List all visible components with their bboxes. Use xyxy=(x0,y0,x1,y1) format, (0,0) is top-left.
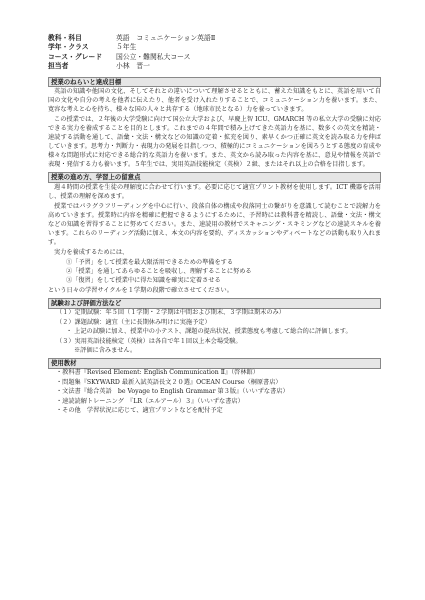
meta-value: 国公立・難関私大コース xyxy=(116,52,191,61)
material-item: ・文法書『総合英語 be Voyage to English Grammar 第３版』（いいずな書店） xyxy=(56,388,289,396)
meta-label: 教科・科目 xyxy=(48,34,82,42)
material-item: ・教科書『Revised Element: English Communication Ⅱ』（啓林館） xyxy=(56,369,259,377)
evaluation-item: （３）実用英語技能検定（英検）は各自で年１回以上本会場受験。 xyxy=(56,337,242,345)
meta-row-grade xyxy=(48,43,381,52)
meta-row-subject xyxy=(48,34,381,43)
methods-outro: という日々の学習サイクルを１学期の段階で確立させてください。 xyxy=(48,286,233,294)
material-item: ・その他 学習状況に応じて、適宜プリントなどを配付予定 xyxy=(56,407,223,415)
study-step: ③「復習」をして授業中に得た知識を確実に定着させる xyxy=(66,277,221,285)
meta-row-teacher xyxy=(48,62,381,71)
goals-paragraph: 英語の知識や他国の文化、そしてそれとの違いについて理解させるとともに、蓄えた知識をもとに、英語を用いて自国の文化や自分の考えを他者に伝えたり、他者を受け入れたりすることで、コミュニケーション力を養います。また、寛容な考えと心を持ち、様々な国の人々と共存する（地球市民となる）力を養っていきます。 xyxy=(48,88,381,114)
meta-label: コース・グレード xyxy=(48,52,103,61)
meta-label: 担当者 xyxy=(48,62,69,71)
methods-paragraph: 授業ではパラグラフリーディングを中心に行い、段落自体の構成や段落同士の繋がりを意識して読むことで読解力を高めていきます。授業時に内容を精確に把握できるようにするために、予習時には教科書を精読し、語彙・文法・構文などの知識を習得することに努めてください。また、速読用の教材でスキャニング・スキミングなどの速読スキルを養います。これらのリーディング活動に加え、本文の内容を要約、ディスカッションやディベートなどの活動も取り入れます。 xyxy=(48,202,381,246)
course-meta xyxy=(48,34,381,72)
methods-paragraph: 週４時間の授業を生徒の理解度に合わせて行います。必要に応じて適宜プリント教材を使用します。ICT 機器を活用し、授業の理解を深めます。 xyxy=(48,183,381,200)
study-step: ②「授業」を通してあらゆることを吸収し、理解することに努める xyxy=(66,268,252,275)
material-item: ・速読読解トレーニング 『LR（エルアール）３』（いいずな書店） xyxy=(56,397,244,405)
meta-label: 学年・クラス xyxy=(48,43,89,52)
syllabus-page xyxy=(48,34,381,417)
section-heading-evaluation: 試験および評価方法など xyxy=(48,298,381,309)
study-step: ①「予習」をして授業を最大限活用できるための準備をする xyxy=(66,258,234,266)
meta-value: 小林 晋一 xyxy=(116,62,150,71)
meta-row-course xyxy=(48,53,381,62)
section-heading-methods: 授業の進め方、学習上の留意点 xyxy=(48,172,381,183)
meta-value: 英語 コミュニケーション英語Ⅱ xyxy=(116,34,216,42)
methods-intro: 実力を養成するためには、 xyxy=(54,248,129,256)
evaluation-note: ・ 上記の試験に加え、授業中の小テスト、課題の提出状況、授業態度も考慮して総合的に評価します。 xyxy=(66,328,352,336)
meta-value: ５年生 xyxy=(116,43,137,52)
section-heading-materials: 使用教材 xyxy=(48,358,381,369)
material-item: ・問題集『SKYWARD 最新入試英語長文２０選』OCEAN Course（桐原書店） xyxy=(56,378,282,386)
evaluation-item: （２）課題試験：適宜（主に長期休み明けに実施予定） xyxy=(56,318,211,326)
goals-paragraph: この授業では、２年後の大学受験に向けて国公立大学および、早慶上智 ICU、GMARCH 等の私立大学の受験に対応できる実力を養成することを目的とします。これまでの４年間で積み上げてきた英語力を基に、数多くの英文を精読・速読する活動を通して、語彙・文法・構文などの知識の定着・拡充を図り、素早くかつ正確に英文を読み取る力を伸ばしていきます。思考力・判断力・表現力の発展を目指しつつ、積極的にコミュニケーションを図ろうとする態度の育成や様々な問題形式に対応できる総合的な英語力を養います。また、英文から読み取った内容を基に、意見や情報を英語で表現・発信する力も養います。５年生では、実用英語技能検定（英検）２級、またはそれ以上の合格を目指します。 xyxy=(48,116,382,169)
evaluation-item: （１）定期試験：年５回（１学期・２学期は中間および期末、３学期は期末のみ） xyxy=(56,309,285,317)
evaluation-note: ※評価に含みません。 xyxy=(74,347,137,355)
section-heading-goals: 授業のねらいと達成目標 xyxy=(48,77,381,88)
